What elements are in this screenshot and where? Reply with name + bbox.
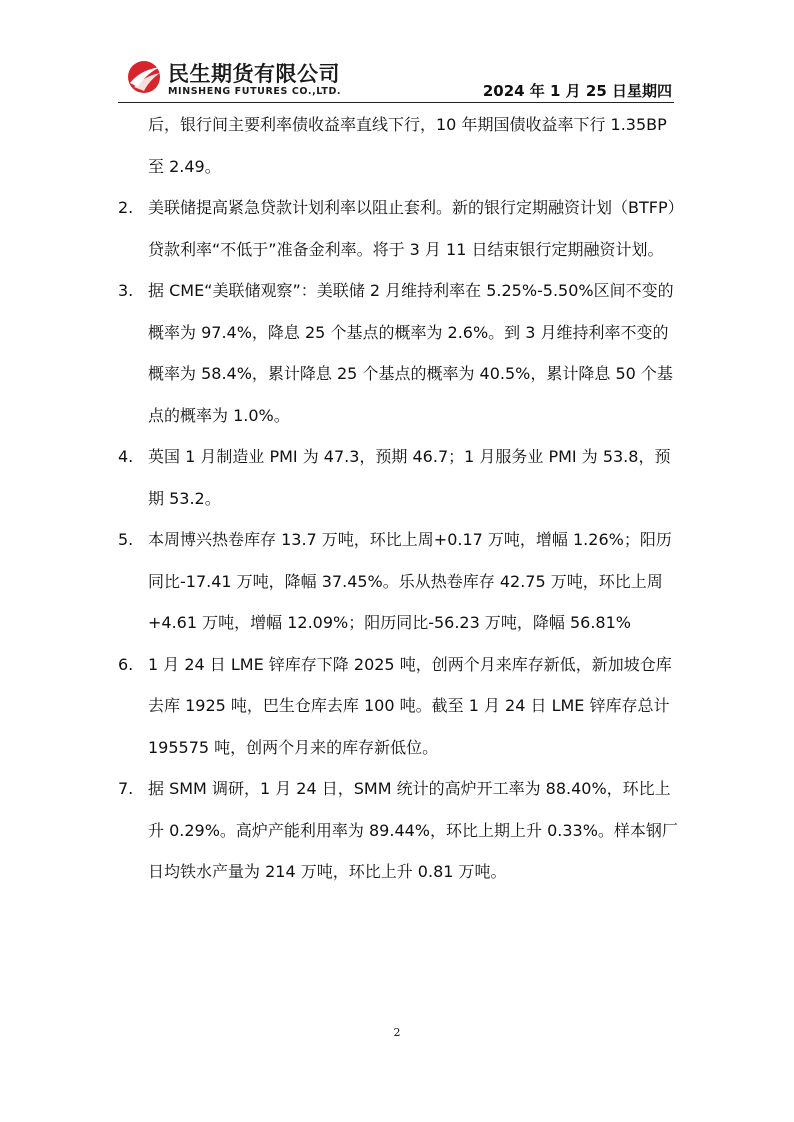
report-body xyxy=(118,104,678,893)
list-item xyxy=(118,436,678,519)
item-text: 1 月 24 日 LME 锌库存下降 2025 吨，创两个月来库存新低，新加坡仓库去库 1925 吨，巴生仓库去库 100 吨。截至 1 月 24 日 LME 锌库存总计 195575 吨，创两个月来的库存新低位。 xyxy=(148,654,672,757)
item-number: 6. xyxy=(118,654,134,674)
list-item xyxy=(118,644,678,769)
list-item xyxy=(118,270,678,436)
page-header xyxy=(118,52,674,103)
item-text: 本周博兴热卷库存 13.7 万吨，环比上周+0.17 万吨，增幅 1.26%；阳历同比-17.41 万吨，降幅 37.45%。乐从热卷库存 42.75 万吨，环比上周+4.61 万吨，增幅 12.09%；阳历同比-56.23 万吨，降幅 56.81% xyxy=(148,530,672,632)
page-number: 2 xyxy=(393,1026,401,1039)
continuation-paragraph: 后，银行间主要利率债收益率直线下行，10 年期国债收益率下行 1.35BP 至 2.49。 xyxy=(148,115,667,176)
item-number: 5. xyxy=(118,530,134,549)
company-name-cn: 民生期货有限公司 xyxy=(168,62,340,86)
list-item xyxy=(118,519,678,644)
company-name-en: MINSHENG FUTURES CO.,LTD. xyxy=(168,86,342,97)
item-number: 2. xyxy=(118,198,134,217)
list-item xyxy=(118,768,678,893)
item-number: 7. xyxy=(118,779,134,798)
item-text: 据 CME“美联储观察”：美联储 2 月维持利率在 5.25%-5.50%区间不变的概率为 97.4%，降息 25 个基点的概率为 2.6%。到 3 月维持利率不变的概率为 58.4%，累计降息 25 个基点的概率为 40.5%，累计降息 50 个基点的概率为 1.0%。 xyxy=(148,281,674,425)
item-text: 英国 1 月制造业 PMI 为 47.3，预期 46.7；1 月服务业 PMI 为 53.8，预期 53.2。 xyxy=(148,447,671,508)
minsheng-logo-icon xyxy=(124,59,164,95)
list-item xyxy=(118,187,678,270)
item-text: 美联储提高紧急贷款计划利率以阻止套利。新的银行定期融资计划（BTFP）贷款利率“不低于”准备金利率。将于 3 月 11 日结束银行定期融资计划。 xyxy=(148,198,676,259)
company-logo xyxy=(124,56,374,100)
item-text: 据 SMM 调研，1 月 24 日，SMM 统计的高炉开工率为 88.40%，环比上升 0.29%。高炉产能利用率为 89.44%，环比上期上升 0.33%。样本钢厂日均铁水产量为 214 万吨，环比上升 0.81 万吨。 xyxy=(148,779,678,881)
item-number: 3. xyxy=(118,281,134,300)
item-number: 4. xyxy=(118,447,134,466)
report-date: 2024 年 1 月 25 日星期四 xyxy=(482,82,672,100)
